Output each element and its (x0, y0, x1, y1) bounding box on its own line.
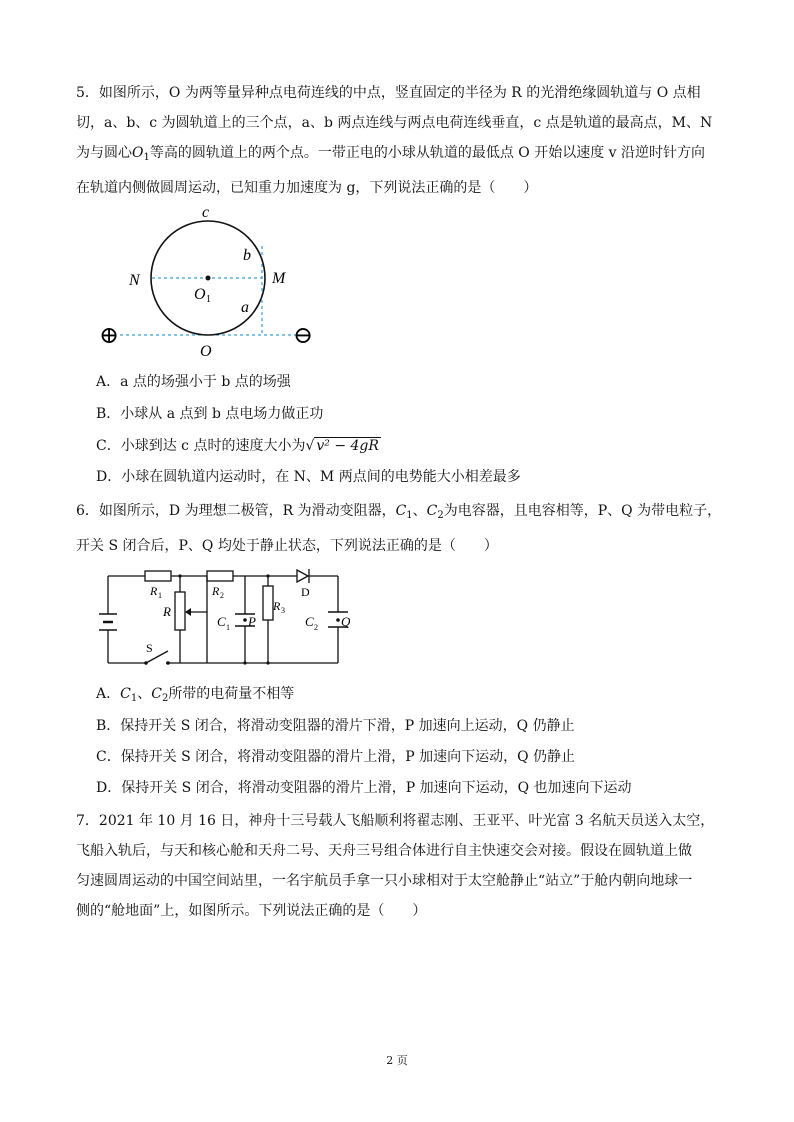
q6-line-1: 6．如图所示，D 为理想二极管，R 为滑动变阻器，$C_1$、$C_2$为电容器，且电容相等，P、Q 为带电粒子， (76, 503, 722, 521)
label-c2-sub: 2 (314, 623, 318, 632)
diode-d (297, 570, 308, 582)
q5-option-b: B．小球从 a 点到 b 点电场力做正功 (96, 406, 324, 422)
label-r3: R (273, 599, 281, 613)
c1-symbol: $C_1$ (395, 503, 413, 521)
label-p: P (248, 614, 256, 629)
switch-dot-right (166, 661, 170, 665)
question-7-text (76, 806, 726, 926)
q6-option-a: A．$C_1$、$C_2$所带的电荷量不相等 (96, 686, 295, 704)
q6-option-a-c2: $C_2$ (151, 686, 169, 704)
resistor-r1 (145, 571, 171, 581)
q6-option-a-prefix: A． (96, 686, 121, 702)
q7-line-2: 飞船入轨后，与天和核心舱和天舟二号、天舟三号组合体进行自主快速交会对接。假设在圆轨道上做 (76, 843, 692, 859)
particle-q (336, 618, 340, 622)
label-r2: R (212, 584, 220, 598)
junction-1 (178, 574, 181, 577)
center-dot (206, 276, 211, 281)
label-r: R (163, 604, 171, 619)
sqrt-radicand: v² − 4gR (316, 438, 379, 454)
q5-line-1: 5．如图所示，O 为两等量异种点电荷连线的中点，竖直固定的半径为 R 的光滑绝缘圆轨道与 O 点相 (76, 85, 701, 101)
q5-line-3 (76, 138, 726, 173)
q6-line-1-a: 6．如图所示，D 为理想二极管，R 为滑动变阻器， (76, 503, 396, 519)
positive-charge-icon: ⊕ (99, 323, 120, 349)
junction-4 (266, 661, 269, 664)
q5-line-3-text: 为与圆心 (76, 145, 132, 161)
label-O: O (200, 343, 212, 360)
q5-line-3-rest: 等高的圆轨道上的两个点。一带正电的小球从轨道的最低点 O 开始以速度 v 沿逆时针方向 (149, 145, 706, 161)
label-c2: C (305, 614, 314, 629)
sqrt-expression: √ v² − 4gR (305, 438, 379, 454)
label-r2-sub: 2 (220, 591, 224, 600)
q7-line-3: 匀速圆周运动的中国空间站里，一名宇航员手拿一只小球相对于太空舱静止“站立”于舱内朝向地球一 (76, 873, 693, 889)
q5-option-a: A．a 点的场强小于 b 点的场强 (96, 374, 291, 390)
q6-option-d: D．保持开关 S 闭合，将滑动变阻器的滑片上滑，P 加速向下运动，Q 也加速向下运动 (96, 780, 632, 796)
label-r1-sub: 1 (158, 591, 162, 600)
q5-option-c-text: C．小球到达 c 点时的速度大小为 (96, 438, 306, 454)
q5-option-c (96, 436, 381, 456)
q6-circuit-figure (90, 560, 350, 672)
switch-dot-left (144, 661, 148, 665)
q6-option-a-c1: $C_1$ (120, 686, 138, 704)
label-N: N (129, 272, 140, 289)
negative-charge-icon: ⊖ (293, 323, 314, 349)
q5-line-4: 在轨道内侧做圆周运动，已知重力加速度为 g，下列说法正确的是（ ） (76, 180, 538, 196)
rheostat-r (175, 592, 185, 630)
label-r3-sub: 3 (281, 606, 285, 615)
page-number: 2 页 (386, 1054, 408, 1067)
label-a: a (241, 299, 249, 316)
particle-p (243, 618, 247, 622)
label-O1-sub: 1 (206, 294, 211, 305)
label-d: D (301, 585, 310, 599)
q6-option-b: B．保持开关 S 闭合，将滑动变阻器的滑片下滑，P 加速向上运动，Q 仍静止 (96, 718, 575, 734)
question-6-text (76, 496, 726, 561)
junction-3 (243, 661, 246, 664)
q7-line-1: 7．2021 年 10 月 16 日，神舟十三号载人飞船顺利将翟志刚、王亚平、叶光富 3 名航天员送入太空， (76, 813, 715, 829)
label-q: Q (341, 614, 350, 629)
label-r1: R (150, 584, 158, 598)
resistor-r3 (263, 586, 273, 620)
label-M: M (272, 270, 286, 287)
label-c1: C (217, 614, 226, 629)
label-c1-sub: 1 (226, 623, 230, 632)
q6-line-2: 开关 S 闭合后，P、Q 均处于静止状态，下列说法正确的是（ ） (76, 538, 498, 554)
label-b: b (243, 247, 251, 264)
q7-line-4: 侧的“舱地面”上，如图所示。下列说法正确的是（ ） (76, 903, 427, 919)
junction-2 (266, 574, 269, 577)
o1-symbol: $O_1$ (132, 145, 150, 163)
slider-arrow-icon (185, 608, 191, 616)
c2-symbol: $C_2$ (426, 503, 444, 521)
label-c: c (202, 204, 210, 221)
question-5-text (76, 78, 726, 203)
q5-figure (90, 198, 330, 368)
q6-option-a-text: 所带的电荷量不相等 (168, 686, 295, 702)
label-O1: O (194, 286, 206, 303)
label-s: S (146, 641, 153, 655)
q5-option-d: D．小球在圆轨道内运动时，在 N、M 两点间的电势能大小相差最多 (96, 469, 521, 485)
q6-option-c: C．保持开关 S 闭合，将滑动变阻器的滑片上滑，P 加速向下运动，Q 仍静止 (96, 749, 575, 765)
q5-line-2: 切，a、b、c 为圆轨道上的三个点，a、b 两点连线与两点电荷连线垂直，c 点是轨道的最高点，M、N (76, 115, 713, 131)
resistor-r2 (207, 571, 233, 581)
q6-line-1-b: 为电容器，且电容相等，P、Q 为带电粒子， (443, 503, 722, 519)
